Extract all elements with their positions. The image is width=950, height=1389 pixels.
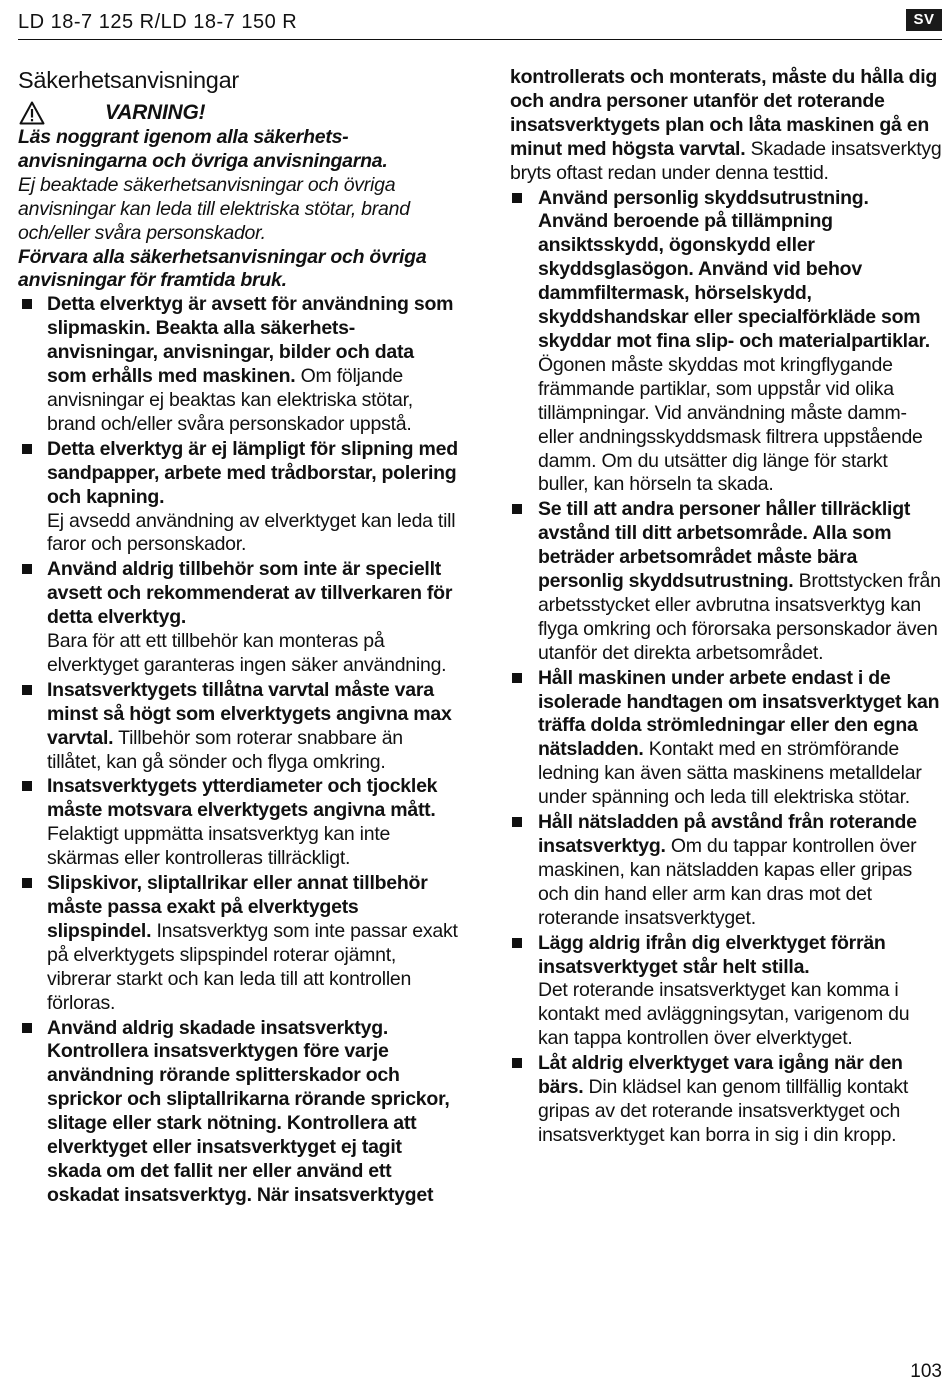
bullet-bold-text: Låt aldrig elverktyget vara igång när den bärs.	[538, 1052, 903, 1099]
intro-keep-instructions: Förvara alla säkerhetsanvisningar och övriga anvisningar för framtida bruk.	[18, 245, 427, 292]
list-item	[510, 811, 942, 931]
bullet-body-text: Bara för att ett tillbehör kan monteras på elverktyget garanteras ingen säker användning.	[47, 630, 447, 676]
section-title: Säkerhetsanvisningar	[18, 67, 239, 93]
bullet-body-text: Ögonen måste skyddas mot kringflygande främmande partiklar, som uppstår vid olika tillämpningar. Vid användning måste damm- eller andningsskyddsmask filtrera uppstående damm. Om du utsätter dig länge för starkt buller, kan hörseln ta skada.	[538, 353, 923, 496]
bullet-body-text: Brottstycken från arbetsstycket eller avbrutna insatsverktyg kan flyga omkring och förorsaka personskador även utanför det direkta arbetsområdet.	[538, 570, 941, 664]
list-item	[510, 187, 942, 498]
continued-bold-text: kontrollerats och monterats, måste du hålla dig och andra personer utanför det roterande insatsverktygets plan och låta maskinen gå en minut med högsta varvtal.	[510, 66, 938, 160]
list-item	[510, 1052, 942, 1148]
list-item	[510, 932, 942, 1052]
warning-label: VARNING!	[105, 101, 206, 124]
bullet-bold-text: Lägg aldrig ifrån dig elverktyget förrän insatsverktyget står helt stilla.	[538, 931, 886, 978]
bullet-body-text: Ej avsedd användning av elverktyget kan leda till faror och personskador.	[47, 509, 456, 556]
list-item	[18, 558, 458, 678]
bullet-body-text: Din klädsel kan genom tillfällig kontakt gripas av det roterande insatsverktyget och insatsverktyget kan borra in sig i din kropp.	[538, 1076, 909, 1146]
header-divider	[18, 39, 942, 40]
bullet-body-text: Insatsverktyg som inte passar exakt på elverktygets slipspindel roterar ojämnt, vibrerar starkt och kan leda till att kontrollen förloras.	[47, 919, 458, 1014]
bullet-bold-text: Använd aldrig skadade insatsverktyg. Kontrollera insatsverktygen före varje användning rörande splitterskador och sprickor och sliptallrikarna rörande sprickor, slitage eller stark nötning. Kontrollera att elverktyget eller insatsverktyget ej tagit skada om det fallit ner eller använd ett oskadat insatsverktyg. När insatsverktyget	[47, 1016, 450, 1206]
continued-body-text: Skadade insatsverktyg bryts oftast redan under denna testtid.	[510, 137, 942, 184]
bullet-body-text: Tillbehör som roterar snabbare än tillåtet, kan gå sönder och flyga omkring.	[47, 726, 403, 773]
bullet-bold-text: Detta elverktyg är ej lämpligt för slipning med sandpapper, arbete med trådborstar, polering och kapning.	[47, 437, 458, 508]
language-badge: SV	[906, 9, 942, 31]
warning-triangle-icon	[19, 101, 45, 125]
list-item	[18, 872, 458, 1015]
bullet-body-text: Kontakt med en strömförande ledning kan även sätta maskinens metalldelar under spänning och leda till elektriska stötar.	[538, 738, 922, 809]
intro-read-instructions: Läs noggrant igenom alla säkerhets-anvisningarna och övriga anvisningarna.	[18, 126, 388, 172]
list-item	[18, 438, 458, 558]
bullet-bold-text: Använd aldrig tillbehör som inte är speciellt avsett och rekommenderat av tillverkaren för detta elverktyg.	[47, 558, 453, 629]
continued-paragraph	[510, 66, 942, 186]
document-header-model: LD 18-7 125 R/LD 18-7 150 R	[18, 11, 298, 33]
warning-heading	[18, 100, 458, 126]
page-number: 103	[910, 1361, 942, 1382]
right-column	[510, 66, 942, 1149]
list-item	[18, 293, 458, 436]
bullet-body-text: Om du tappar kontrollen över maskinen, kan nätsladden kapas eller gripas och din hand eller arm kan dras mot det roterande insatsverktyget.	[538, 835, 917, 929]
bullet-bold-text: Insatsverktygets tillåtna varvtal måste vara minst så högt som elverktygets angivna max varvtal.	[47, 678, 452, 749]
bullet-body-text: Det roterande insatsverktyget kan komma i kontakt med avläggningsytan, varigenom du kan tappa kontrollen över elverktyget.	[538, 979, 910, 1050]
bullet-bold-text: Detta elverktyg är avsett för användning som slipmaskin. Beakta alla säkerhets-anvisningar, anvisningar, bilder och data som erhålls med maskinen.	[47, 293, 454, 388]
list-item	[18, 1017, 458, 1208]
bullet-body-text: Om följande anvisningar ej beaktas kan elektriska stötar, brand och/eller svåra personskador uppstå.	[47, 365, 413, 435]
bullet-bold-text: Håll maskinen under arbete endast i de isolerade handtagen om insatsverktyget kan träffa dolda strömledningar eller den egna nätsladden.	[538, 666, 940, 761]
bullet-body-text: Felaktigt uppmätta insatsverktyg kan inte skärmas eller kontrolleras tillräckligt.	[47, 823, 391, 870]
bullet-bold-text: Se till att andra personer håller tillräckligt avstånd till ditt arbetsområde. Alla som beträder arbetsområdet måste bära personlig skyddsutrustning.	[538, 498, 911, 593]
list-item	[18, 679, 458, 775]
bullet-bold-text: Slipskivor, sliptallrikar eller annat tillbehör måste passa exakt på elverktygets slipspindel.	[47, 872, 428, 942]
list-item	[510, 667, 942, 810]
bullet-bold-text: Använd personlig skyddsutrustning. Använd beroende på tillämpning ansiktsskydd, ögonskydd eller skyddsglasögon. Använd vid behov dammfiltermask, hörselskydd, skyddshandskar eller specialförkläde som skyddar mot fina slip- och materialpartiklar.	[538, 186, 930, 352]
bullet-bold-text: Insatsverktygets ytterdiameter och tjocklek måste motsvara elverktygets angivna mått.	[47, 775, 438, 822]
bullet-bold-text: Håll nätsladden på avstånd från roterande insatsverktyg.	[538, 811, 917, 857]
left-column	[18, 64, 458, 1209]
list-item	[510, 498, 942, 665]
warning-intro	[18, 126, 458, 293]
list-item	[18, 775, 458, 871]
intro-consequence: Ej beaktade säkerhetsanvisningar och övriga anvisningar kan leda till elektriska stötar, brand och/eller svåra personskador.	[18, 173, 410, 244]
